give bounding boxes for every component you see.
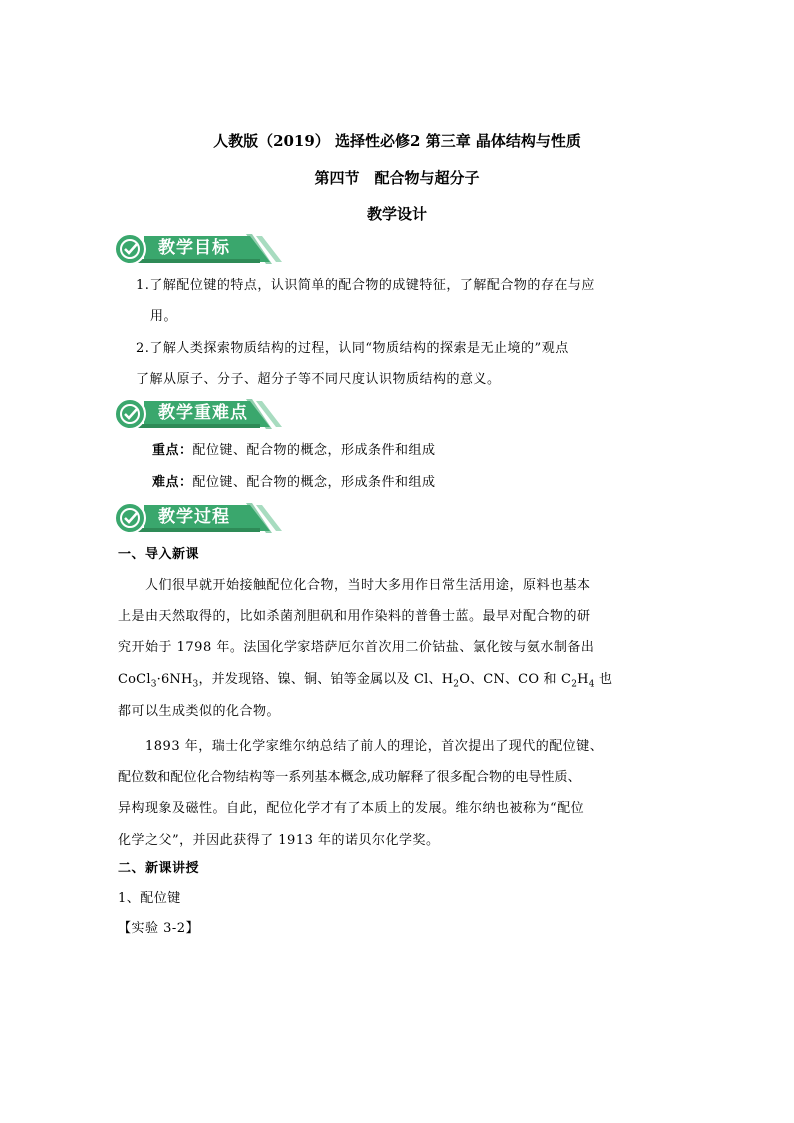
paragraph-1-line-5: 都可以生成类似的化合物。 bbox=[118, 704, 281, 719]
banner-label-process: 教学过程 bbox=[158, 507, 230, 527]
keypoint-focus-label: 重点： bbox=[152, 443, 193, 458]
section-banner-keypoints bbox=[110, 397, 285, 431]
document-course-title: 人教版（2019） 选择性必修2 第三章 晶体结构与性质 bbox=[213, 132, 581, 150]
part-1-heading: 一、导入新课 bbox=[118, 547, 200, 562]
text-segment: O、CN、CO 和 C bbox=[459, 672, 572, 687]
keypoint-difficulty bbox=[152, 474, 436, 492]
keypoint-focus bbox=[152, 442, 436, 460]
experiment-label: 【实验 3-2】 bbox=[118, 921, 200, 936]
banner-label-objectives: 教学目标 bbox=[158, 238, 230, 258]
objective-item-2-line-2: 了解从原子、分子、超分子等不同尺度认识物质结构的意义。 bbox=[136, 372, 501, 387]
objective-item-1-line-1: 1.了解配位键的特点，认识简单的配合物的成键特征，了解配合物的存在与应 bbox=[136, 278, 595, 293]
paragraph-1-line-4 bbox=[118, 671, 612, 694]
keypoint-focus-text: 配位键、配合物的概念，形成条件和组成 bbox=[192, 443, 436, 458]
objective-item-1-line-2: 用。 bbox=[150, 309, 178, 324]
section-banner-objectives bbox=[110, 232, 285, 266]
paragraph-1-line-2: 上是由天然取得的，比如杀菌剂胆矾和用作染料的普鲁士蓝。最早对配合物的研 bbox=[118, 609, 591, 624]
subscript: 3 bbox=[192, 679, 199, 690]
keypoint-difficulty-label: 难点： bbox=[152, 475, 193, 490]
paragraph-2-line-3: 异构现象及磁性。自此，配位化学才有了本质上的发展。维尔纳也被称为“配位 bbox=[118, 801, 585, 816]
text-segment: 也 bbox=[594, 672, 613, 687]
document-section-title: 第四节 配合物与超分子 bbox=[314, 169, 480, 187]
text-segment: ，并发现铬、镍、铜、铂等金属以及 Cl、H bbox=[198, 672, 454, 687]
subscript: 2 bbox=[571, 679, 578, 690]
text-segment: H bbox=[577, 672, 589, 687]
subscript: 4 bbox=[588, 679, 595, 690]
part-2-heading: 二、新课讲授 bbox=[118, 861, 200, 876]
subscript: 2 bbox=[453, 679, 460, 690]
document-subtitle: 教学设计 bbox=[366, 205, 427, 223]
formula-cocl: CoCl bbox=[118, 672, 151, 687]
section-banner-process bbox=[110, 501, 285, 535]
formula-nh: ·6NH bbox=[156, 672, 193, 687]
paragraph-2-line-1: 1893 年，瑞士化学家维尔纳总结了前人的理论，首次提出了现代的配位键、 bbox=[145, 739, 604, 754]
paragraph-1-line-3: 究开始于 1798 年。法国化学家塔萨厄尔首次用二价钴盐、氯化铵与氨水制备出 bbox=[118, 640, 595, 655]
keypoint-difficulty-text: 配位键、配合物的概念，形成条件和组成 bbox=[192, 475, 436, 490]
subscript: 3 bbox=[150, 679, 157, 690]
subsection-1-heading: 1、配位键 bbox=[118, 891, 181, 906]
paragraph-1-line-1: 人们很早就开始接触配位化合物，当时大多用作日常生活用途，原料也基本 bbox=[145, 578, 591, 593]
paragraph-2-line-2: 配位数和配位化合物结构等一系列基本概念,成功解释了很多配合物的电导性质、 bbox=[118, 770, 581, 785]
paragraph-2-line-4: 化学之父”，并因此获得了 1913 年的诺贝尔化学奖。 bbox=[118, 833, 440, 848]
objective-item-2-line-1: 2.了解人类探索物质结构的过程，认同“物质结构的探索是无止境的”观点 bbox=[136, 341, 569, 356]
banner-label-keypoints: 教学重难点 bbox=[158, 403, 248, 423]
